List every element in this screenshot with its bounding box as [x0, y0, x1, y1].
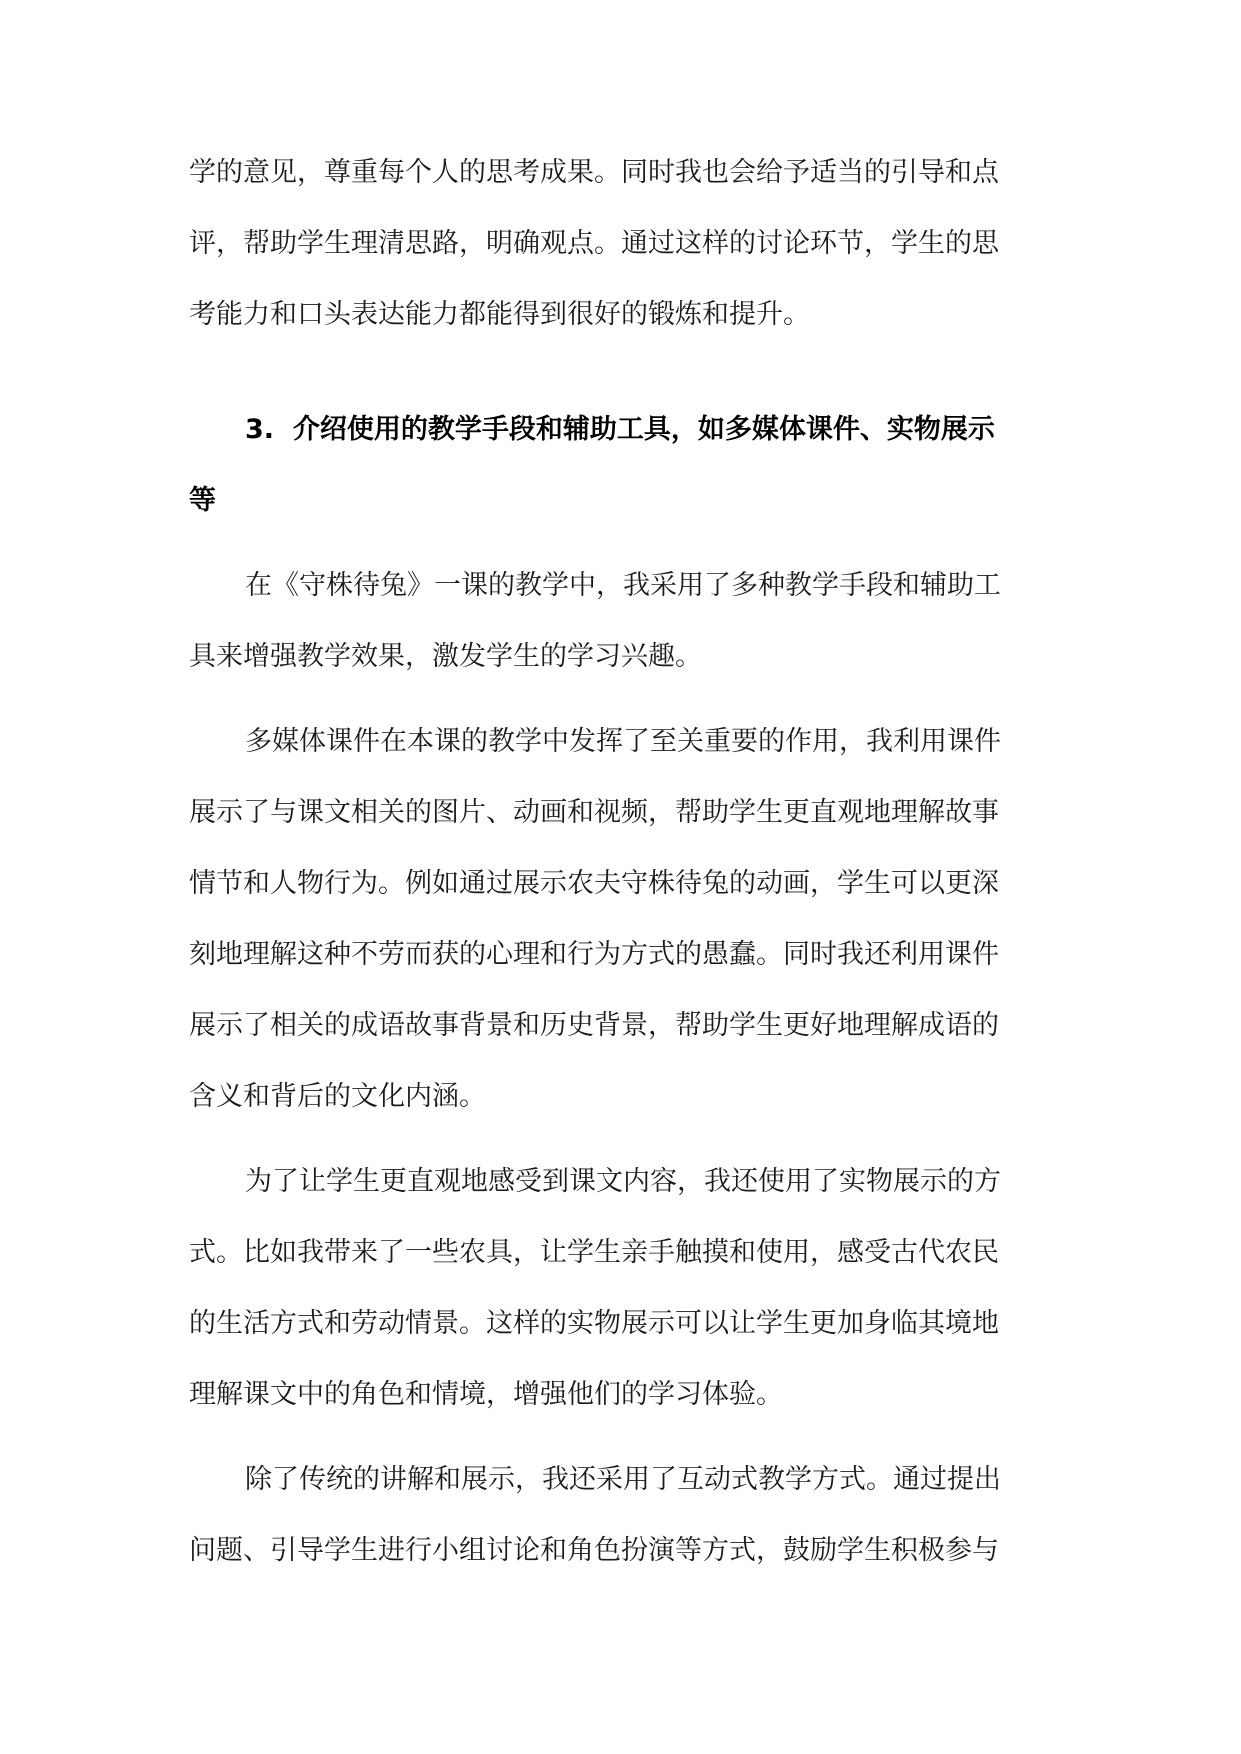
paragraph-3-line-6: 含义和背后的文化内涵。 [189, 1081, 486, 1112]
paragraph-3-line-4: 刻地理解这种不劳而获的心理和行为方式的愚蠢。同时我还利用课件 [189, 939, 999, 970]
section-heading-line-1: 3. 介绍使用的教学手段和辅助工具，如多媒体课件、实物展示 [245, 414, 995, 445]
paragraph-3-line-2: 展示了与课文相关的图片、动画和视频，帮助学生更直观地理解故事 [189, 797, 999, 828]
paragraph-1-line-3: 考能力和口头表达能力都能得到很好的锻炼和提升。 [189, 299, 810, 330]
paragraph-2-line-1: 在《守株待兔》一课的教学中，我采用了多种教学手段和辅助工 [245, 570, 1001, 601]
section-heading-line-2: 等 [189, 485, 216, 516]
paragraph-3-line-5: 展示了相关的成语故事背景和历史背景，帮助学生更好地理解成语的 [189, 1010, 999, 1041]
paragraph-3-line-3: 情节和人物行为。例如通过展示农夫守株待兔的动画，学生可以更深 [189, 868, 999, 899]
paragraph-1-line-2: 评，帮助学生理清思路，明确观点。通过这样的讨论环节，学生的思 [189, 228, 999, 259]
paragraph-3-line-1: 多媒体课件在本课的教学中发挥了至关重要的作用，我利用课件 [245, 726, 1001, 757]
paragraph-5-line-2: 问题、引导学生进行小组讨论和角色扮演等方式，鼓励学生积极参与 [189, 1535, 999, 1566]
paragraph-4-line-1: 为了让学生更直观地感受到课文内容，我还使用了实物展示的方 [245, 1166, 1001, 1197]
paragraph-4-line-2: 式。比如我带来了一些农具，让学生亲手触摸和使用，感受古代农民 [189, 1237, 999, 1268]
paragraph-4-line-3: 的生活方式和劳动情景。这样的实物展示可以让学生更加身临其境地 [189, 1308, 999, 1339]
paragraph-2-line-2: 具来增强教学效果，激发学生的学习兴趣。 [189, 641, 702, 672]
paragraph-5-line-1: 除了传统的讲解和展示，我还采用了互动式教学方式。通过提出 [245, 1464, 1001, 1495]
paragraph-4-line-4: 理解课文中的角色和情境，增强他们的学习体验。 [189, 1379, 783, 1410]
paragraph-1-line-1: 学的意见，尊重每个人的思考成果。同时我也会给予适当的引导和点 [189, 157, 999, 188]
